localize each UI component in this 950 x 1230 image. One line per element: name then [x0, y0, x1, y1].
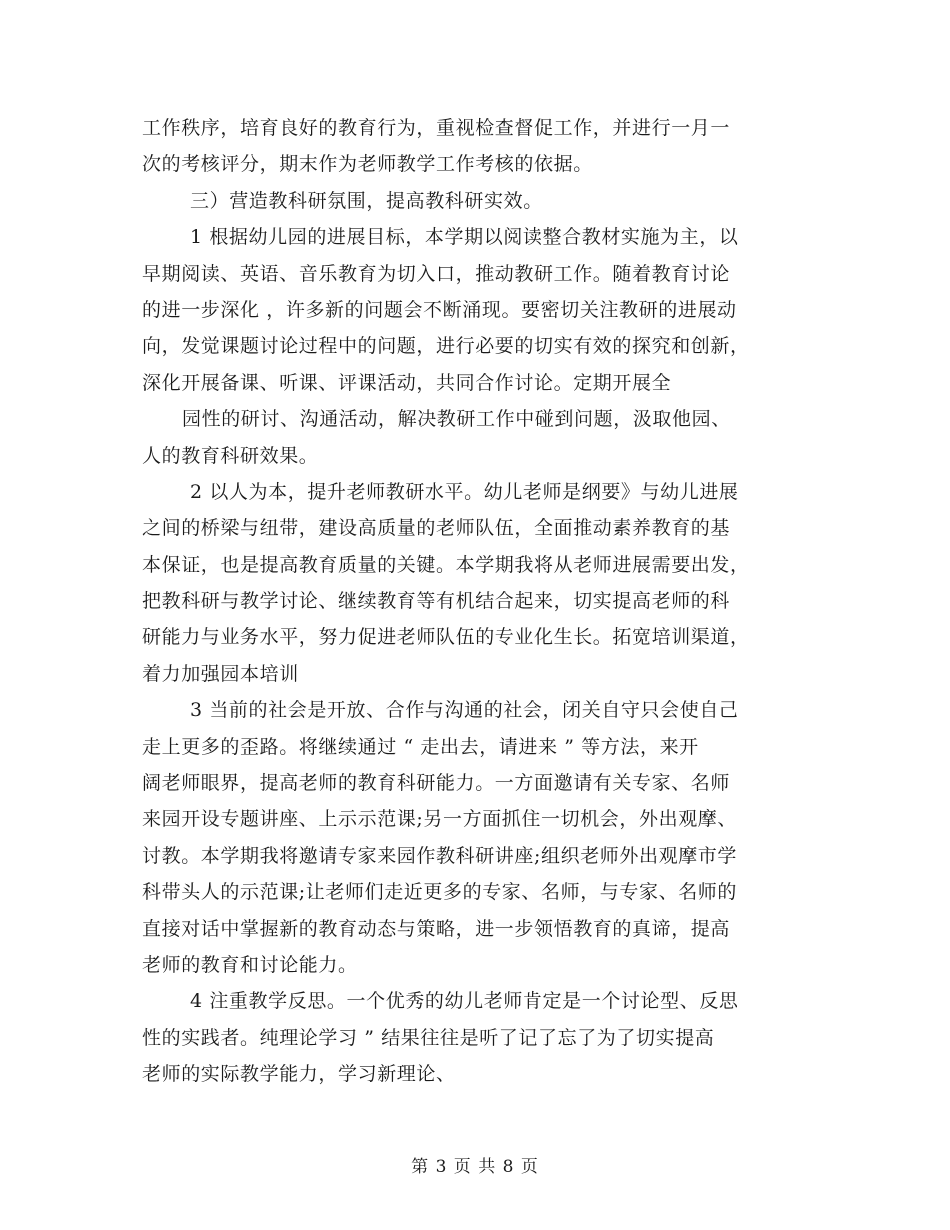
text-line: 把教科研与教学讨论、继续教育等有机结合起来，切实提高老师的科	[142, 590, 731, 613]
document-body	[142, 110, 812, 1093]
text-line: 之间的桥梁与纽带，建设高质量的老师队伍，全面推动素养教育的基	[142, 517, 731, 540]
text-line: 次的考核评分，期末作为老师教学工作考核的依据。	[142, 153, 593, 176]
text-line: 性的实践者。纯理论学习 ” 结果往往是听了记了忘了为了切实提高	[142, 1026, 715, 1049]
text-line: 老师的教育和讨论能力。	[142, 953, 358, 976]
paragraph-start: 1 根据幼儿园的进展目标，本学期以阅读整合教材实施为主，以	[190, 226, 739, 249]
text-line: 老师的实际教学能力，学习新理论、	[142, 1063, 456, 1086]
paragraph-start: 2 以人为本，提升老师教研水平。幼儿老师是纲要》与幼儿进展	[190, 480, 739, 503]
text-line: 本保证，也是提高教育质量的关键。本学期我将从老师进展需要出发，	[142, 553, 750, 576]
text-line: 阔老师眼界，提高老师的教育科研能力。一方面邀请有关专家、名师	[142, 772, 731, 795]
text-line: 走上更多的歪路。将继续通过 “ 走出去，请进来 ” 等方法，来开	[142, 735, 699, 758]
text-line: 的进一步深化 ，许多新的问题会不断涌现。要密切关注教研的进展动	[142, 298, 737, 321]
text-line: 工作秩序，培育良好的教育行为，重视检查督促工作，并进行一月一	[142, 117, 731, 139]
text-line: 研能力与业务水平，努力促进老师队伍的专业化生长。拓宽培训渠道，	[142, 626, 750, 649]
text-line: 深化开展备课、听课、评课活动，共同合作讨论。定期开展全	[142, 371, 672, 394]
text-line: 来园开设专题讲座、上示示范课;另一方面抓住一切机会，外出观摩、	[142, 808, 738, 831]
paragraph-start: 4 注重教学反思。一个优秀的幼儿老师肯定是一个讨论型、反思	[190, 990, 739, 1013]
section-heading: 三）营造教科研氛围，提高教科研实效。	[190, 189, 543, 212]
page-number: 第 3 页 共 8 页	[411, 1157, 539, 1177]
text-line: 人的教育科研效果。	[142, 444, 319, 467]
text-line: 向，发觉课题讨论过程中的问题，进行必要的切实有效的探究和创新，	[142, 335, 750, 358]
text-line: 讨教。本学期我将邀请专家来园作教科研讲座;组织老师外出观摩市学	[142, 844, 738, 867]
text-line: 直接对话中掌握新的教育动态与策略，进一步领悟教育的真谛，提高	[142, 917, 731, 940]
text-line: 早期阅读、英语、音乐教育为切入口，推动教研工作。随着教育讨论	[142, 262, 731, 285]
text-line: 着力加强园本培训	[142, 662, 299, 685]
paragraph-start: 3 当前的社会是开放、合作与沟通的社会，闭关自守只会使自己	[190, 699, 739, 722]
text-line: 园性的研讨、沟通活动，解决教研工作中碰到问题，汲取他园、	[182, 408, 731, 431]
text-line: 科带头人的示范课;让老师们走近更多的专家、名师，与专家、名师的	[142, 881, 738, 904]
